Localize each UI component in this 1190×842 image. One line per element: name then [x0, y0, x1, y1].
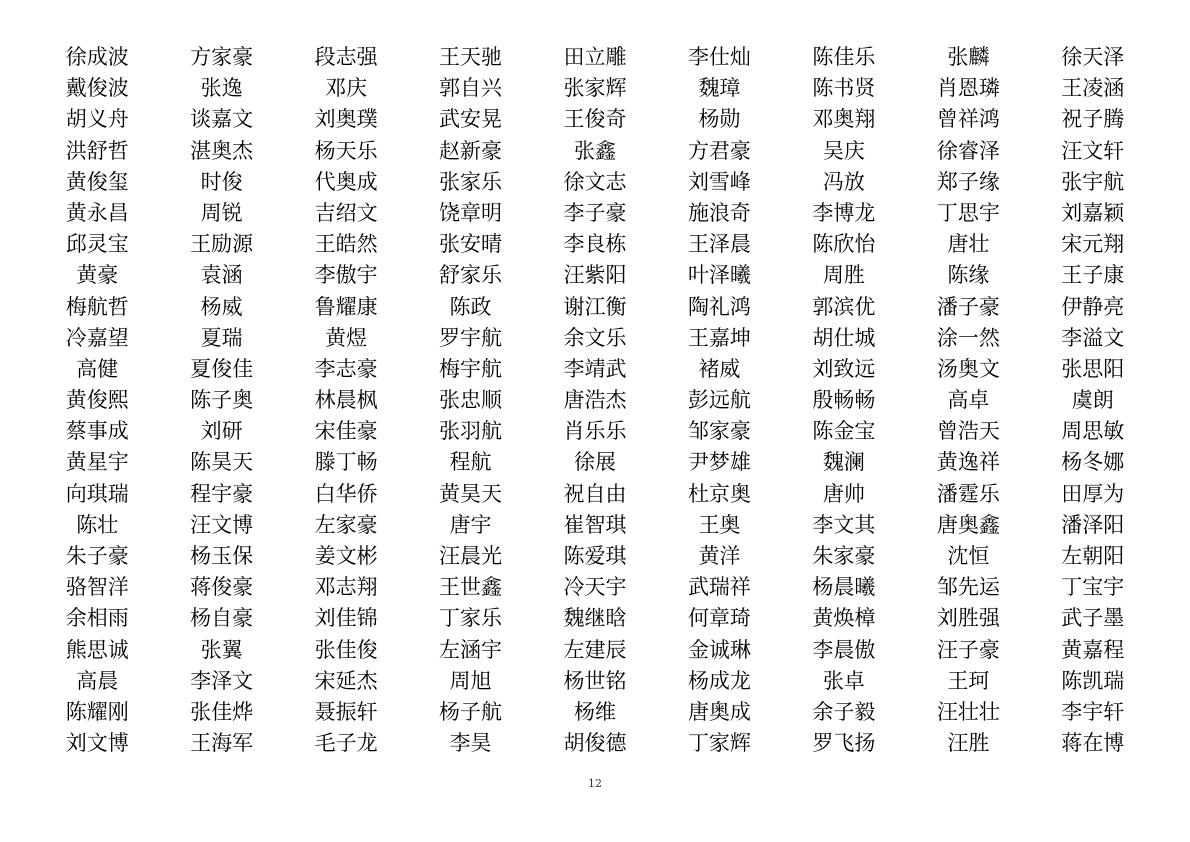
name-cell: 毛子龙 — [314, 731, 378, 756]
name-cell: 黄焕樟 — [812, 606, 876, 631]
name-cell: 徐成波 — [65, 45, 129, 69]
name-cell: 田厚为 — [1061, 481, 1125, 506]
name-cell: 汪子豪 — [936, 637, 1000, 662]
name-cell: 徐睿泽 — [936, 138, 1000, 163]
name-cell: 郑子缘 — [936, 169, 1000, 194]
name-cell: 汪壮壮 — [936, 699, 1000, 724]
name-cell: 方君豪 — [687, 138, 751, 163]
name-cell: 洪舒哲 — [65, 138, 129, 163]
name-cell: 陶礼鸿 — [687, 294, 751, 319]
name-cell: 吴庆 — [822, 138, 865, 163]
name-cell: 杨世铭 — [563, 668, 627, 693]
name-cell: 唐浩杰 — [563, 388, 627, 413]
name-cell: 张麟 — [947, 45, 990, 69]
name-cell: 汪晨光 — [439, 544, 503, 568]
name-cell: 林晨枫 — [314, 388, 378, 413]
name-cell: 聂振轩 — [314, 699, 378, 724]
name-cell: 左家豪 — [314, 512, 378, 537]
name-cell: 涂一然 — [936, 325, 1000, 350]
name-cell: 李文其 — [812, 512, 876, 537]
name-cell: 邹家豪 — [687, 419, 751, 444]
name-cell: 施浪奇 — [687, 200, 751, 225]
name-cell: 祝自由 — [563, 481, 627, 506]
name-cell: 魏澜 — [822, 450, 865, 475]
name-cell: 陈壮 — [76, 512, 119, 537]
name-cell: 周锐 — [200, 200, 243, 225]
name-cell: 高卓 — [947, 388, 990, 413]
name-cell: 滕丁畅 — [314, 450, 378, 475]
name-cell: 杨玉保 — [190, 544, 254, 568]
name-cell: 刘嘉颖 — [1061, 200, 1125, 225]
name-cell: 夏瑞 — [200, 325, 243, 350]
name-cell: 李宇轩 — [1061, 699, 1125, 724]
name-cell: 李良栋 — [563, 232, 627, 257]
name-cell: 徐展 — [573, 450, 616, 475]
name-cell: 杨天乐 — [314, 138, 378, 163]
name-cell: 王子康 — [1061, 263, 1125, 288]
name-cell: 白华侨 — [314, 481, 378, 506]
name-cell: 黄永昌 — [65, 200, 129, 225]
name-cell: 杨冬娜 — [1061, 450, 1125, 475]
name-cell: 程宇豪 — [190, 481, 254, 506]
name-cell: 黄俊熙 — [65, 388, 129, 413]
name-cell: 刘佳锦 — [314, 606, 378, 631]
name-cell: 张卓 — [822, 668, 865, 693]
name-cell: 刘研 — [200, 419, 243, 444]
name-cell: 曾祥鸿 — [936, 107, 1000, 132]
name-cell: 李昊 — [449, 731, 492, 756]
name-cell: 杨晨曦 — [812, 575, 876, 600]
name-cell: 代奥成 — [314, 169, 378, 194]
name-cell: 李溢文 — [1061, 325, 1125, 350]
name-cell: 余相雨 — [65, 606, 129, 631]
name-cell: 左朝阳 — [1061, 544, 1125, 568]
name-cell: 杨维 — [573, 699, 616, 724]
name-cell: 丁宝宇 — [1061, 575, 1125, 600]
name-cell: 朱家豪 — [812, 544, 876, 568]
name-cell: 黄煜 — [325, 325, 368, 350]
name-cell: 潘子豪 — [936, 294, 1000, 319]
name-cell: 邓志翔 — [314, 575, 378, 600]
names-grid — [35, 42, 1155, 759]
name-cell: 张鑫 — [573, 138, 616, 163]
name-cell: 尹梦雄 — [687, 450, 751, 475]
name-cell: 陈爱琪 — [563, 544, 627, 568]
name-cell: 冷天宇 — [563, 575, 627, 600]
name-cell: 左涵宇 — [439, 637, 503, 662]
name-cell: 崔智琪 — [563, 512, 627, 537]
name-cell: 周旭 — [449, 668, 492, 693]
name-cell: 梅宇航 — [439, 356, 503, 381]
name-cell: 张逸 — [200, 76, 243, 101]
name-cell: 何章琦 — [687, 606, 751, 631]
name-cell: 高健 — [76, 356, 119, 381]
name-cell: 湛奥杰 — [190, 138, 254, 163]
name-cell: 武瑞祥 — [687, 575, 751, 600]
name-cell: 潘霆乐 — [936, 481, 1000, 506]
name-cell: 高晨 — [76, 668, 119, 693]
name-cell: 叶泽曦 — [687, 263, 751, 288]
name-cell: 程航 — [449, 450, 492, 475]
name-cell: 汪胜 — [947, 731, 990, 756]
name-cell: 胡俊德 — [563, 731, 627, 756]
name-cell: 袁涵 — [200, 263, 243, 288]
name-cell: 谈嘉文 — [190, 107, 254, 132]
name-cell: 王珂 — [947, 668, 990, 693]
name-cell: 唐壮 — [947, 232, 990, 257]
name-cell: 黄逸祥 — [936, 450, 1000, 475]
name-cell: 刘文博 — [65, 731, 129, 756]
name-cell: 冯放 — [822, 169, 865, 194]
name-cell: 丁家乐 — [439, 606, 503, 631]
name-cell: 李子豪 — [563, 200, 627, 225]
name-cell: 张忠顺 — [439, 388, 503, 413]
name-cell: 陈昊天 — [190, 450, 254, 475]
name-cell: 王嘉坤 — [687, 325, 751, 350]
name-cell: 魏继晗 — [563, 606, 627, 631]
name-cell: 宋延杰 — [314, 668, 378, 693]
name-cell: 郭滨优 — [812, 294, 876, 319]
name-cell: 褚威 — [698, 356, 741, 381]
name-cell: 伊静亮 — [1061, 294, 1125, 319]
name-cell: 舒家乐 — [439, 263, 503, 288]
name-cell: 李仕灿 — [687, 45, 751, 69]
name-cell: 张思阳 — [1061, 356, 1125, 381]
name-cell: 张家辉 — [563, 76, 627, 101]
name-cell: 黄昊天 — [439, 481, 503, 506]
name-cell: 刘雪峰 — [687, 169, 751, 194]
name-cell: 邹先运 — [936, 575, 1000, 600]
name-cell: 戴俊波 — [65, 76, 129, 101]
name-cell: 张佳俊 — [314, 637, 378, 662]
name-cell: 张羽航 — [439, 419, 503, 444]
name-cell: 郭自兴 — [439, 76, 503, 101]
name-cell: 姜文彬 — [314, 544, 378, 568]
name-cell: 汪紫阳 — [563, 263, 627, 288]
name-cell: 蔡事成 — [65, 419, 129, 444]
name-cell: 张安晴 — [439, 232, 503, 257]
name-cell: 武安晃 — [439, 107, 503, 132]
name-cell: 周胜 — [822, 263, 865, 288]
name-cell: 王奥 — [698, 512, 741, 537]
name-cell: 汪文博 — [190, 512, 254, 537]
name-cell: 陈耀刚 — [65, 699, 129, 724]
name-cell: 李泽文 — [190, 668, 254, 693]
name-cell: 刘奥璞 — [314, 107, 378, 132]
name-cell: 陈子奥 — [190, 388, 254, 413]
name-cell: 刘致远 — [812, 356, 876, 381]
name-cell: 吉绍文 — [314, 200, 378, 225]
name-cell: 王泽晨 — [687, 232, 751, 257]
name-cell: 杨子航 — [439, 699, 503, 724]
name-cell: 胡义舟 — [65, 107, 129, 132]
name-cell: 蒋俊豪 — [190, 575, 254, 600]
name-cell: 黄俊玺 — [65, 169, 129, 194]
name-cell: 周思敏 — [1061, 419, 1125, 444]
name-cell: 宋元翔 — [1061, 232, 1125, 257]
name-cell: 唐奥鑫 — [936, 512, 1000, 537]
name-cell: 唐宇 — [449, 512, 492, 537]
name-cell: 王凌涵 — [1061, 76, 1125, 101]
name-cell: 黄豪 — [76, 263, 119, 288]
name-cell: 张宇航 — [1061, 169, 1125, 194]
name-cell: 陈佳乐 — [812, 45, 876, 69]
name-cell: 肖乐乐 — [563, 419, 627, 444]
name-cell: 王世鑫 — [439, 575, 503, 600]
name-cell: 魏璋 — [698, 76, 741, 101]
name-cell: 王俊奇 — [563, 107, 627, 132]
name-cell: 曾浩天 — [936, 419, 1000, 444]
name-cell: 杜京奥 — [687, 481, 751, 506]
name-cell: 武子墨 — [1061, 606, 1125, 631]
name-cell: 陈欣怡 — [812, 232, 876, 257]
name-cell: 王天驰 — [439, 45, 503, 69]
name-cell: 徐文志 — [563, 169, 627, 194]
name-cell: 彭远航 — [687, 388, 751, 413]
name-cell: 田立雕 — [563, 45, 627, 69]
name-cell: 蒋在博 — [1061, 731, 1125, 756]
name-cell: 李靖武 — [563, 356, 627, 381]
name-cell: 虞朗 — [1071, 388, 1114, 413]
name-cell: 胡仕城 — [812, 325, 876, 350]
name-cell: 杨威 — [200, 294, 243, 319]
name-cell: 夏俊佳 — [190, 356, 254, 381]
name-cell: 向琪瑞 — [65, 481, 129, 506]
name-cell: 王海军 — [190, 731, 254, 756]
name-cell: 陈书贤 — [812, 76, 876, 101]
name-cell: 唐奥成 — [687, 699, 751, 724]
name-cell: 宋佳豪 — [314, 419, 378, 444]
name-cell: 杨成龙 — [687, 668, 751, 693]
name-cell: 祝子腾 — [1061, 107, 1125, 132]
name-cell: 陈政 — [449, 294, 492, 319]
name-cell: 杨自豪 — [190, 606, 254, 631]
name-cell: 张翼 — [200, 637, 243, 662]
name-cell: 王励源 — [190, 232, 254, 257]
name-cell: 陈金宝 — [812, 419, 876, 444]
name-cell: 段志强 — [314, 45, 378, 69]
name-cell: 饶章明 — [439, 200, 503, 225]
name-cell: 肖恩璘 — [936, 76, 1000, 101]
name-cell: 邓庆 — [325, 76, 368, 101]
name-cell: 金诚琳 — [687, 637, 751, 662]
name-cell: 骆智洋 — [65, 575, 129, 600]
name-cell: 丁思宇 — [936, 200, 1000, 225]
name-cell: 冷嘉望 — [65, 325, 129, 350]
name-cell: 朱子豪 — [65, 544, 129, 568]
name-cell: 黄嘉程 — [1061, 637, 1125, 662]
name-cell: 时俊 — [200, 169, 243, 194]
name-cell: 陈凯瑞 — [1061, 668, 1125, 693]
name-cell: 潘泽阳 — [1061, 512, 1125, 537]
name-cell: 徐天泽 — [1061, 45, 1125, 69]
name-cell: 张家乐 — [439, 169, 503, 194]
page-number: 12 — [588, 777, 602, 790]
name-cell: 刘胜强 — [936, 606, 1000, 631]
name-cell: 沈恒 — [947, 544, 990, 568]
name-cell: 张佳烨 — [190, 699, 254, 724]
name-cell: 李志豪 — [314, 356, 378, 381]
name-cell: 陈缘 — [947, 263, 990, 288]
name-cell: 唐帅 — [822, 481, 865, 506]
name-cell: 罗飞扬 — [812, 731, 876, 756]
name-cell: 谢江衡 — [563, 294, 627, 319]
name-cell: 黄星宇 — [65, 450, 129, 475]
name-cell: 汪文轩 — [1061, 138, 1125, 163]
name-cell: 李晨傲 — [812, 637, 876, 662]
name-cell: 丁家辉 — [687, 731, 751, 756]
name-cell: 王皓然 — [314, 232, 378, 257]
name-cell: 熊思诚 — [65, 637, 129, 662]
name-cell: 梅航哲 — [65, 294, 129, 319]
name-cell: 黄洋 — [698, 544, 741, 568]
name-cell: 方家豪 — [190, 45, 254, 69]
name-cell: 李博龙 — [812, 200, 876, 225]
name-cell: 杨勋 — [698, 107, 741, 132]
name-cell: 李傲宇 — [314, 263, 378, 288]
name-cell: 邱灵宝 — [65, 232, 129, 257]
name-cell: 汤奥文 — [936, 356, 1000, 381]
name-cell: 赵新豪 — [439, 138, 503, 163]
name-cell: 余文乐 — [563, 325, 627, 350]
name-cell: 余子毅 — [812, 699, 876, 724]
name-cell: 左建辰 — [563, 637, 627, 662]
name-cell: 鲁耀康 — [314, 294, 378, 319]
name-cell: 殷畅畅 — [812, 388, 876, 413]
name-cell: 罗宇航 — [439, 325, 503, 350]
name-cell: 邓奥翔 — [812, 107, 876, 132]
